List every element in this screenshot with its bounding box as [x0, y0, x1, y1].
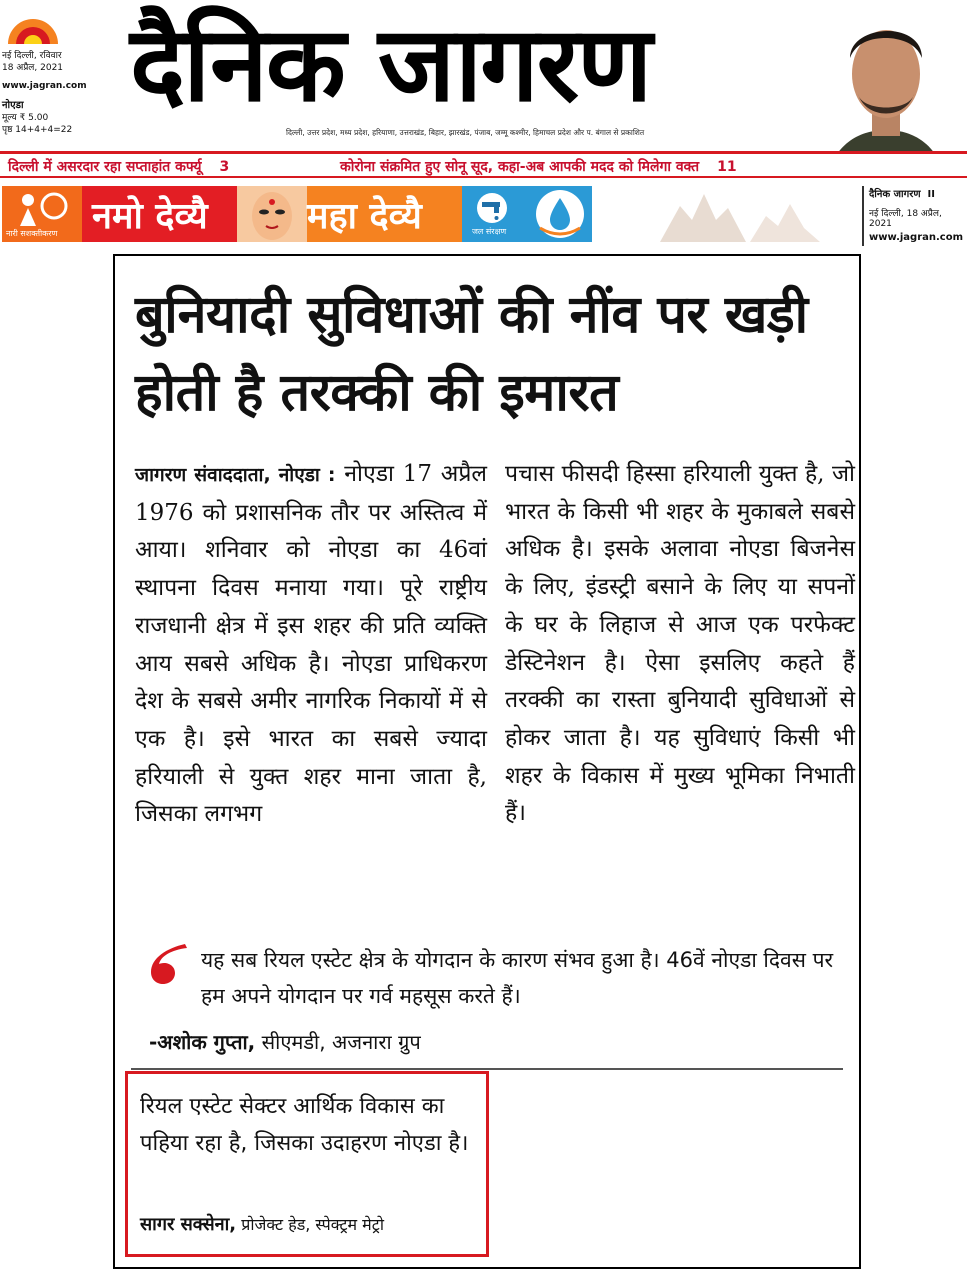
edition-date: 18 अप्रैल, 2021: [2, 63, 64, 73]
strip-page-number: 11: [717, 159, 737, 175]
water-tap-icon: [472, 192, 512, 224]
banner-left-label: नारी सशक्तीकरण: [6, 229, 58, 238]
banner-slogan-1: नमो देव्यै: [92, 196, 208, 237]
banner-slogan-2: महा देव्यै: [307, 196, 422, 237]
folio-brand: दैनिक जागरण: [869, 189, 921, 200]
pull-quote: [131, 922, 853, 1070]
price: मूल्य ₹ 5.00: [2, 113, 49, 123]
pull-quote-author-title: सीएमडी, अजनारा ग्रुप: [261, 1030, 421, 1054]
callout-box: [125, 1071, 489, 1257]
publication-states: दिल्ली, उत्तर प्रदेश, मध्य प्रदेश, हरियाणा, उत्तराखंड, बिहार, झारखंड, पंजाब, जम्मू कश्मीर, हिमाचल प्रदेश और प. बंगाल से प्रकाशित: [286, 128, 645, 137]
strip-page-number: 3: [219, 159, 230, 175]
headline-strip-item[interactable]: [8, 157, 229, 176]
quote-mark-icon: [145, 940, 191, 986]
masthead: [0, 0, 967, 180]
jagran-sun-logo-icon: [2, 6, 64, 46]
strip-headline-text: दिल्ली में असरदार रहा सप्ताहांत कर्फ्यू: [8, 159, 202, 175]
headline-strip-item[interactable]: [340, 157, 737, 176]
folio-website[interactable]: www.jagran.com: [869, 232, 964, 243]
callout-author-title: प्रोजेक्ट हेड, स्पेक्ट्रम मेट्रो: [241, 1215, 384, 1234]
edition-place-day: नई दिल्ली, रविवार: [2, 51, 62, 61]
article-column-left: [135, 456, 487, 834]
goddess-face-icon: [237, 186, 307, 242]
callout-text: रियल एस्टेट सेक्टर आर्थिक विकास का पहिया रहा है, जिसका उदाहरण नोएडा है।: [140, 1094, 469, 1156]
edition-meta: [2, 50, 122, 136]
banner-jal-label: जल संरक्षण: [472, 227, 507, 236]
page-count: पृष्ठ 14+4+4=22: [2, 125, 73, 135]
water-conservation-emblem-icon: [532, 188, 588, 240]
folio-date: नई दिल्ली, 18 अप्रैल, 2021: [869, 209, 942, 229]
folio-page-number: II: [927, 189, 935, 200]
pull-quote-text: यह सब रियल एस्टेट क्षेत्र के योगदान के कारण संभव हुआ है। 46वें नोएडा दिवस पर हम अपने योगदान पर गर्व महसूस करते हैं।: [201, 948, 834, 1008]
callout-author: [140, 1212, 384, 1236]
page-folio: [862, 186, 967, 246]
temple-silhouette-decoration: [600, 186, 858, 242]
callout-author-name: सागर सक्सेना,: [140, 1214, 237, 1235]
navratri-banner: [2, 186, 592, 242]
section-divider: [131, 1068, 843, 1070]
article-headline: बुनियादी सुविधाओं की नींव पर खड़ी होती है तरक्की की इमारत: [135, 285, 808, 423]
women-empowerment-icon: [10, 190, 70, 226]
article-body-left: नोएडा 17 अप्रैल 1976 को प्रशासनिक तौर पर अस्तित्व में आया। शनिवार को नोएडा का 46वां स्थापना दिवस मनाया गया। पूरे राष्ट्रीय राजधानी क्षेत्र में इस शहर की प्रति व्यक्ति आय सबसे अधिक है। नोएडा प्राधिकरण देश के सबसे अमीर नागरिक निकायों में से एक है। इसे भारत का सबसे ज्यादा हरियाली से युक्त शहर माना जाता है, जिसका लगभग: [135, 461, 487, 828]
article-body-right: पचास फीसदी हिस्सा हरियाली युक्त है, जो भारत के किसी भी शहर के मुकाबले सबसे अधिक है। इसके अलावा नोएडा बिजनेस के लिए, इंडस्ट्री बसाने के लिए या सपनों के घर के लिहाज से आज एक परफेक्ट डेस्टिनेशन है। ऐसा इसलिए कहते हैं तरक्की का रास्ता बुनियादी सुविधाओं से होकर जाता है। यह सुविधाएं किसी भी शहर के विकास में मुख्य भूमिका निभाती हैं।: [505, 461, 855, 827]
edition-city: नोएडा: [2, 100, 24, 111]
article-byline: जागरण संवाददाता, नोएडा :: [135, 464, 336, 486]
website-link[interactable]: www.jagran.com: [2, 81, 87, 91]
pull-quote-author-name: -अशोक गुप्ता,: [149, 1030, 256, 1054]
article-column-right: [505, 456, 855, 833]
news-article: [113, 254, 861, 1269]
pull-quote-author: [149, 1028, 421, 1055]
headline-strip: [0, 151, 967, 178]
paper-title: दैनिक जागरण: [130, 3, 651, 125]
strip-headline-text: कोरोना संक्रमित हुए सोनू सूद, कहा-अब आपकी मदद को मिलेगा वक्त: [340, 159, 700, 175]
